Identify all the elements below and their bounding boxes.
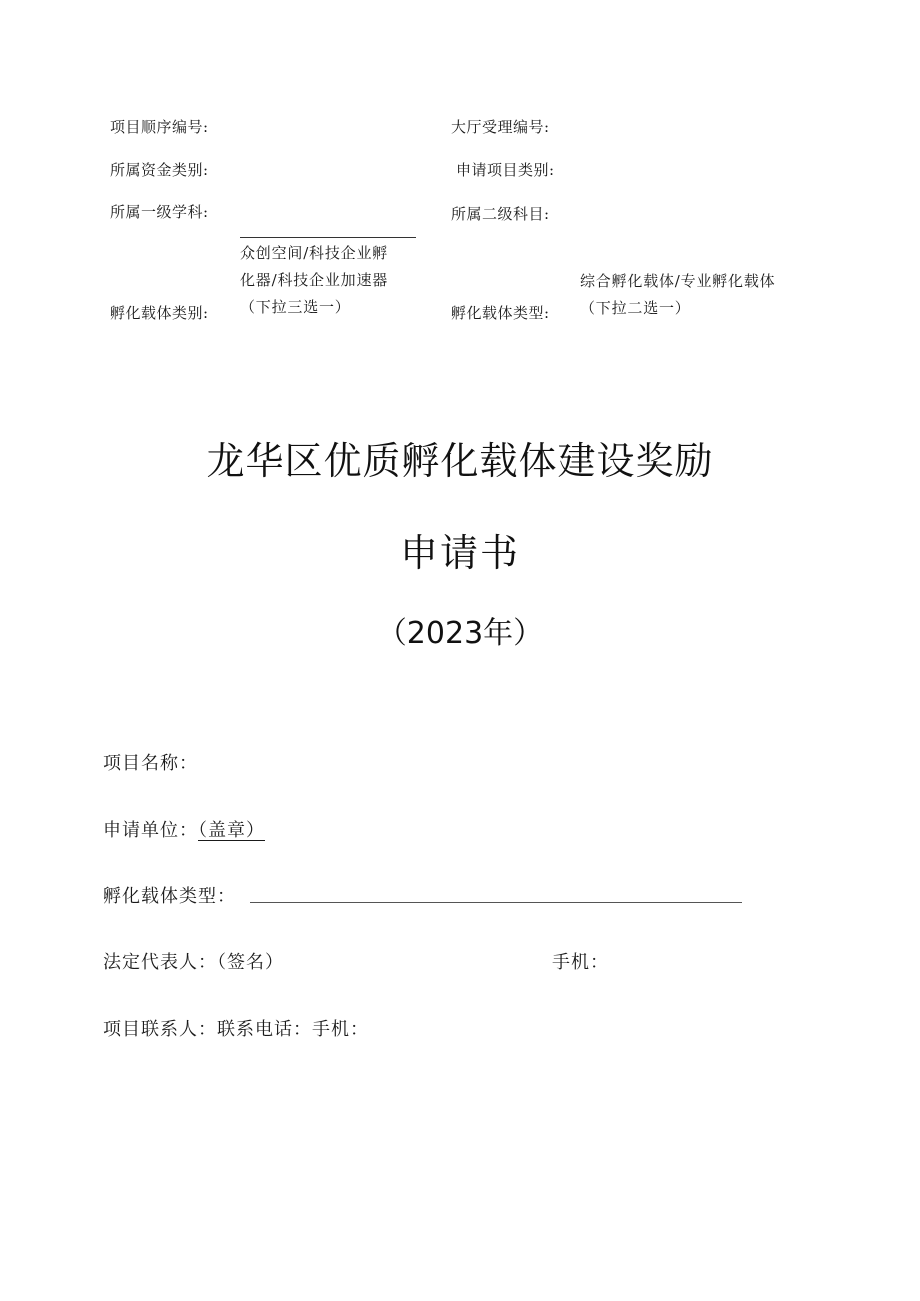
carrier-category-rule [240, 237, 416, 238]
project-category-label: 申请项目类别: [456, 161, 555, 179]
contact-label: 项目联系人：联系电话：手机： [103, 1019, 369, 1040]
carrier-category-option-line: 化器/科技企业加速器 [240, 271, 389, 289]
carrier-type-options[interactable] [580, 268, 775, 322]
carrier-category-options[interactable] [240, 240, 388, 321]
primary-subject-label: 所属一级学科: [110, 203, 209, 221]
applicant-label: 申请单位： [103, 820, 198, 841]
carrier-type-option-line: （下拉二选一） [580, 299, 691, 317]
carrier-type-input-line[interactable] [250, 902, 742, 903]
serial-no-label: 项目顺序编号: [110, 118, 209, 136]
mobile-label: 手机： [552, 952, 609, 973]
applicant-field [103, 816, 265, 842]
carrier-type-field-label: 孵化载体类型： [103, 886, 236, 907]
carrier-category-label: 孵化载体类别: [110, 304, 209, 322]
applicant-seal: （盖章） [198, 820, 265, 841]
document-year: （2023年） [376, 616, 544, 651]
fund-category-label: 所属资金类别: [110, 161, 209, 179]
carrier-type-option-line: 综合孵化载体/专业孵化载体 [580, 272, 776, 290]
secondary-subject-label: 所属二级科目: [451, 205, 550, 223]
document-title: 龙华区优质孵化载体建设奖励 [206, 439, 714, 483]
carrier-type-label: 孵化载体类型: [451, 304, 550, 322]
carrier-category-option-line: （下拉三选一） [240, 298, 351, 316]
hall-no-label: 大厅受理编号: [451, 118, 550, 136]
document-subtitle: 申请书 [399, 531, 520, 575]
carrier-category-option-line: 众创空间/科技企业孵 [240, 244, 389, 262]
legal-rep-label: 法定代表人：（签名） [103, 952, 284, 973]
project-name-label: 项目名称： [103, 753, 198, 774]
